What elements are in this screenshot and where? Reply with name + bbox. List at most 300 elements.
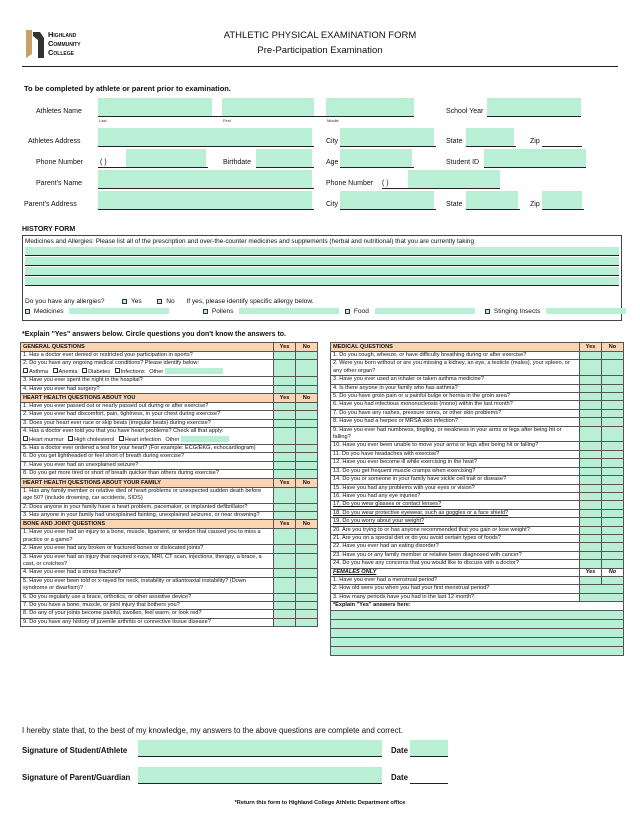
yes-box[interactable] xyxy=(274,593,296,601)
parent-phone-input[interactable] xyxy=(408,170,500,188)
table-row xyxy=(331,442,624,450)
anemia-checkbox[interactable] xyxy=(53,368,58,373)
question-text: 16. Have you had any eye injuries? xyxy=(331,492,580,500)
no-box[interactable] xyxy=(602,467,624,475)
phone-underline xyxy=(98,167,208,168)
yes-box[interactable] xyxy=(274,419,296,427)
explain-header-row xyxy=(331,602,624,610)
general-yes-header: Yes xyxy=(274,343,296,352)
yes-box[interactable] xyxy=(274,610,296,618)
no-box[interactable] xyxy=(602,352,624,360)
state-input[interactable] xyxy=(466,128,514,146)
table-row xyxy=(21,385,318,393)
phone-paren: ( ) xyxy=(100,159,107,166)
no-box[interactable] xyxy=(602,551,624,559)
question-text: 23. Have you or any family member or relative been diagnosed with cancer? xyxy=(331,551,580,559)
table-row xyxy=(331,509,624,517)
bone-no-header: No xyxy=(296,520,318,529)
question-text: 4. Have you ever had a stress fracture? xyxy=(21,569,274,577)
no-box[interactable] xyxy=(296,569,318,577)
table-row xyxy=(21,411,318,419)
question-text: 3. Does your heart ever race or skip beats (irregular beats) during exercise? xyxy=(21,419,274,427)
no-box[interactable] xyxy=(296,352,318,360)
table-row xyxy=(331,401,624,409)
question-text: 2. How old were you when you had your first menstrual period? xyxy=(331,585,580,593)
parent-signature-underline xyxy=(138,783,382,784)
allergy-no-checkbox[interactable] xyxy=(157,299,162,304)
parent-address-label: Parent's Address xyxy=(24,201,77,208)
no-box[interactable] xyxy=(602,543,624,551)
heart-title: HEART HEALTH QUESTIONS ABOUT YOU xyxy=(21,394,274,403)
yes-box[interactable] xyxy=(580,459,602,467)
student-signature-input[interactable] xyxy=(138,740,382,756)
parent-date-underline xyxy=(410,783,448,784)
table-row xyxy=(331,384,624,392)
age-label: Age xyxy=(326,159,339,166)
no-box[interactable] xyxy=(602,393,624,401)
no-box[interactable] xyxy=(602,409,624,417)
yes-box[interactable] xyxy=(580,376,602,384)
question-text: 3. Has anyone in your family had unexplained fainting, unexplained seizures, or near drowning? xyxy=(21,511,274,519)
yes-box[interactable] xyxy=(580,534,602,542)
allergy-yes-checkbox[interactable] xyxy=(122,299,127,304)
yes-box[interactable] xyxy=(274,453,296,461)
history-title: HISTORY FORM xyxy=(22,226,76,233)
question-text: 2. Have you ever had discomfort, pain, tightness, in your chest during exercise? xyxy=(21,411,274,419)
table-row xyxy=(21,360,318,377)
answer-box[interactable] xyxy=(580,593,624,601)
no-box[interactable] xyxy=(296,461,318,469)
females-title: FEMALES ONLY xyxy=(331,568,580,576)
table-row xyxy=(21,593,318,601)
other-condition-input[interactable] xyxy=(165,368,223,374)
parent-state-underline xyxy=(466,209,520,210)
yes-box[interactable] xyxy=(274,385,296,393)
question-text: 1. Have you ever had an injury to a bone, muscle, ligament, or tendon that caused you to miss a practice or a game? xyxy=(21,529,274,545)
condition-options xyxy=(23,368,271,376)
medicines-label: Medicines xyxy=(33,308,64,315)
anemia-label: Anemia xyxy=(58,368,78,375)
yes-box[interactable] xyxy=(580,409,602,417)
parent-zip-input[interactable] xyxy=(542,191,582,209)
yes-box[interactable] xyxy=(274,601,296,609)
food-checkbox[interactable] xyxy=(345,309,350,314)
explain-row xyxy=(331,637,624,646)
yes-box[interactable] xyxy=(580,492,602,500)
table-row xyxy=(21,461,318,469)
table-row xyxy=(21,428,318,445)
no-box[interactable] xyxy=(602,534,624,542)
question-text: 6. Have you had infectious mononucleosis (mono) within the last month? xyxy=(331,401,580,409)
state-underline xyxy=(466,146,516,147)
age-underline xyxy=(340,167,414,168)
allergy-pollens xyxy=(203,308,339,315)
heart-murmur-checkbox[interactable] xyxy=(23,436,28,441)
yes-box[interactable] xyxy=(274,428,296,445)
table-row xyxy=(21,545,318,553)
no-box[interactable] xyxy=(296,487,318,503)
question-text: 10. Have you ever been unable to move your arms or legs after being hit or falling? xyxy=(331,442,580,450)
no-box[interactable] xyxy=(602,376,624,384)
no-box[interactable] xyxy=(602,560,624,568)
age-input[interactable] xyxy=(340,149,412,167)
yes-box[interactable] xyxy=(274,445,296,453)
no-box[interactable] xyxy=(602,418,624,426)
no-box[interactable] xyxy=(602,450,624,458)
yes-box[interactable] xyxy=(274,569,296,577)
question-text: 9. Have you ever had numbness, tingling, or weakness in your arms or legs after being hit or falling? xyxy=(331,426,580,442)
question-text: 21. Are you on a special diet or do you avoid certain types of foods? xyxy=(331,534,580,542)
table-row xyxy=(21,470,318,478)
question-text: 8. Have you had a herpes or MRSA skin infection? xyxy=(331,418,580,426)
yes-box[interactable] xyxy=(580,543,602,551)
no-box[interactable] xyxy=(296,411,318,419)
medicines-line-1 xyxy=(25,255,619,256)
explain-input[interactable] xyxy=(331,619,624,628)
pollens-allergy-input[interactable] xyxy=(239,308,339,314)
yes-box[interactable] xyxy=(580,560,602,568)
no-box[interactable] xyxy=(602,401,624,409)
medicines-line-4 xyxy=(25,285,619,286)
explain-input[interactable] xyxy=(331,637,624,646)
females-no-header: No xyxy=(602,568,624,576)
question-text: 18. Do you wear protective eyewear, such as goggles or a face shield? xyxy=(331,509,580,517)
no-box[interactable] xyxy=(296,529,318,545)
middle-name-input[interactable] xyxy=(326,98,414,116)
yes-box[interactable] xyxy=(580,551,602,559)
no-box[interactable] xyxy=(296,577,318,593)
no-box[interactable] xyxy=(296,419,318,427)
diabetes-label: Diabetes xyxy=(88,368,111,375)
zip-label: Zip xyxy=(530,138,540,145)
yes-box[interactable] xyxy=(274,487,296,503)
last-caption: Last xyxy=(99,118,107,123)
high-cholesterol-checkbox[interactable] xyxy=(68,436,73,441)
no-box[interactable] xyxy=(296,377,318,385)
bone-yes-header: Yes xyxy=(274,520,296,529)
heart-no-header: No xyxy=(296,394,318,403)
yes-box[interactable] xyxy=(580,360,602,376)
table-row xyxy=(21,352,318,360)
heart-infection-checkbox[interactable] xyxy=(119,436,124,441)
question-text: 7. Have you ever had an unexplained seizure? xyxy=(21,461,274,469)
no-box[interactable] xyxy=(296,385,318,393)
heart-header-row xyxy=(21,394,318,403)
allergy-followup: If yes, please identify specific allergy below. xyxy=(186,298,314,305)
question-text: 3. Have you ever had an injury that required x-rays, MRI, CT scan, injections, therapy, a brace, a cast, or crutches? xyxy=(21,553,274,569)
yes-box[interactable] xyxy=(274,529,296,545)
table-row xyxy=(21,419,318,427)
yes-box[interactable] xyxy=(274,352,296,360)
medicines-line-3 xyxy=(25,275,619,276)
heart-infection-label: Heart infection xyxy=(124,436,161,443)
birthdate-underline xyxy=(256,167,314,168)
phone-input[interactable] xyxy=(126,149,206,167)
city-underline xyxy=(340,146,436,147)
explain-input[interactable] xyxy=(331,646,624,655)
high-cholesterol-label: High cholesterol xyxy=(74,436,115,443)
athlete-address-label: Athletes Address xyxy=(28,138,81,145)
yes-box[interactable] xyxy=(274,461,296,469)
yes-box[interactable] xyxy=(580,418,602,426)
last-name-input[interactable] xyxy=(98,98,212,116)
school-year-input[interactable] xyxy=(487,98,581,116)
yes-box[interactable] xyxy=(274,545,296,553)
parent-signature-input[interactable] xyxy=(138,767,382,783)
yes-box[interactable] xyxy=(274,511,296,519)
parent-name-input[interactable] xyxy=(98,170,312,188)
explain-input[interactable] xyxy=(331,610,624,619)
college-logo xyxy=(24,28,134,62)
no-box[interactable] xyxy=(296,545,318,553)
student-signature-underline xyxy=(138,756,382,757)
parent-name-underline xyxy=(98,188,314,189)
no-box[interactable] xyxy=(296,470,318,478)
yes-box[interactable] xyxy=(580,526,602,534)
parent-zip-label: Zip xyxy=(530,201,540,208)
allergy-food xyxy=(345,308,475,315)
no-box[interactable] xyxy=(296,610,318,618)
medicines-input-4[interactable] xyxy=(25,277,619,285)
medicines-input-2[interactable] xyxy=(25,257,619,265)
yes-box[interactable] xyxy=(580,450,602,458)
females-yes-header: Yes xyxy=(580,568,602,576)
table-row xyxy=(331,484,624,492)
table-row xyxy=(331,518,624,526)
no-box[interactable] xyxy=(296,553,318,569)
yes-box[interactable] xyxy=(580,426,602,442)
student-id-underline xyxy=(484,167,586,168)
parent-address-underline xyxy=(98,209,314,210)
parent-zip-underline xyxy=(542,209,584,210)
general-header-row xyxy=(21,343,318,352)
table-row xyxy=(331,467,624,475)
no-box[interactable] xyxy=(602,492,624,500)
no-box[interactable] xyxy=(296,428,318,445)
athlete-name-label: Athletes Name xyxy=(36,108,82,115)
food-allergy-input[interactable] xyxy=(375,308,475,314)
bone-header-row xyxy=(21,520,318,529)
infections-label: Infections xyxy=(120,368,145,375)
yes-box[interactable] xyxy=(274,377,296,385)
no-box[interactable] xyxy=(602,484,624,492)
heart-murmur-label: Heart murmur xyxy=(29,436,64,443)
no-box[interactable] xyxy=(602,576,624,584)
question-text: 14. Do you or someone in your family have sickle cell trait or disease? xyxy=(331,476,580,484)
first-name-input[interactable] xyxy=(222,98,314,116)
parent-city-input[interactable] xyxy=(340,191,434,209)
logo-line-3: College xyxy=(48,48,74,57)
medicines-input-3[interactable] xyxy=(25,267,619,275)
no-box[interactable] xyxy=(602,384,624,392)
student-date-input[interactable] xyxy=(410,740,448,756)
medicines-checkbox[interactable] xyxy=(25,309,30,314)
pollens-checkbox[interactable] xyxy=(203,309,208,314)
question-text: 1. Has any family member or relative died of heart problems or unexpected sudden death before age 50? (include drowning, car accidents, SIDS) xyxy=(21,487,274,503)
table-row xyxy=(21,453,318,461)
question-text: 5. Has a doctor ever ordered a test for your heart? (For example: ECG/EKG, echocardiogram) xyxy=(21,445,274,453)
attestation-statement: I hereby state that, to the best of my knowledge, my answers to the above questions are complete and correct. xyxy=(22,726,403,735)
no-box[interactable] xyxy=(602,459,624,467)
yes-box[interactable] xyxy=(274,403,296,411)
yes-box[interactable] xyxy=(274,618,296,626)
parent-name-label: Parent's Name xyxy=(36,180,83,187)
parent-state-input[interactable] xyxy=(466,191,518,209)
question-text: 7. Do you have any rashes, pressure sores, or other skin problems? xyxy=(331,409,580,417)
yes-box[interactable] xyxy=(274,411,296,419)
no-box[interactable] xyxy=(602,442,624,450)
no-box[interactable] xyxy=(602,501,624,509)
table-row xyxy=(331,352,624,360)
yes-box[interactable] xyxy=(274,503,296,511)
question-text: 2. Does anyone in your family have a heart problem, pacemaker, or implanted defibrillator? xyxy=(21,503,274,511)
yes-box[interactable] xyxy=(580,401,602,409)
header-rule xyxy=(22,66,618,67)
yes-box[interactable] xyxy=(274,553,296,569)
no-box[interactable] xyxy=(602,518,624,526)
answer-box[interactable] xyxy=(580,585,624,593)
parent-phone-label: Phone Number xyxy=(326,180,374,187)
yes-box[interactable] xyxy=(274,577,296,593)
yes-box[interactable] xyxy=(580,384,602,392)
parent-date-label: Date xyxy=(391,773,408,782)
form-subtitle: Pre-Participation Examination xyxy=(257,45,383,56)
yes-box[interactable] xyxy=(580,518,602,526)
no-box[interactable] xyxy=(296,618,318,626)
student-id-label: Student ID xyxy=(446,159,480,166)
yes-box[interactable] xyxy=(580,467,602,475)
allergy-insects xyxy=(485,308,626,315)
question-text: 11. Do you have headaches with exercise? xyxy=(331,450,580,458)
table-row xyxy=(331,501,624,509)
table-row xyxy=(331,450,624,458)
question-text: 1. Have you ever passed out or nearly passed out during or after exercise? xyxy=(21,403,274,411)
no-box[interactable] xyxy=(296,453,318,461)
middle-caption: Middle xyxy=(327,118,339,123)
no-box[interactable] xyxy=(296,403,318,411)
question-text: 5. Do you have groin pain or a painful bulge or hernia in the groin area? xyxy=(331,393,580,401)
question-text: 5. Have you ever been told or x-rayed for neck, instability or atlantoaxial instability? (Down syndrome or dwarfism)? xyxy=(21,577,274,593)
yes-box[interactable] xyxy=(274,470,296,478)
parent-phone-paren: ( ) xyxy=(382,180,389,187)
no-box[interactable] xyxy=(602,509,624,517)
student-id-input[interactable] xyxy=(484,149,586,167)
table-row xyxy=(21,618,318,626)
asthma-checkbox[interactable] xyxy=(23,368,28,373)
question-text: 22. Have you ever had an eating disorder? xyxy=(331,543,580,551)
yes-box[interactable] xyxy=(580,476,602,484)
allergy-medicines xyxy=(25,308,169,315)
insects-allergy-input[interactable] xyxy=(546,308,626,314)
medicines-instructions: Medicines and Allergies: Please list all of the prescription and over-the-counter medicines and supplements (herbal and nutritional) that you are currently taking xyxy=(25,238,475,245)
allergy-row xyxy=(25,298,314,305)
question-text: 2. Were you born without or are you missing a kidney, an eye, a testicle (males), your spleen, or any other organ? xyxy=(331,360,580,376)
medicines-input-1[interactable] xyxy=(25,247,619,255)
no-box[interactable] xyxy=(296,360,318,377)
question-text: 6. Do you regularly use a brace, orthotics, or other assistive device? xyxy=(21,593,274,601)
table-row xyxy=(331,426,624,442)
question-text: 17. Do you wear glasses or contact lenses? xyxy=(331,501,580,509)
table-row xyxy=(331,534,624,542)
allergy-no-label: No xyxy=(166,298,175,305)
yes-box[interactable] xyxy=(580,393,602,401)
athlete-address-input[interactable] xyxy=(98,128,312,146)
no-box[interactable] xyxy=(602,526,624,534)
medical-no-header: No xyxy=(602,343,624,352)
no-box[interactable] xyxy=(296,601,318,609)
question-text: 8. Do you get more tired or short of breath quicker than others during exercise? xyxy=(21,470,274,478)
yes-box[interactable] xyxy=(580,484,602,492)
table-row xyxy=(21,610,318,618)
no-box[interactable] xyxy=(602,476,624,484)
table-row xyxy=(331,543,624,551)
birthdate-input[interactable] xyxy=(256,149,312,167)
pollens-label: Pollens xyxy=(211,308,234,315)
no-box[interactable] xyxy=(296,511,318,519)
table-row xyxy=(21,569,318,577)
yes-box[interactable] xyxy=(580,352,602,360)
explain-input[interactable] xyxy=(331,628,624,637)
yes-box[interactable] xyxy=(580,442,602,450)
medicines-allergy-input[interactable] xyxy=(69,308,169,314)
other-label: Other xyxy=(149,368,164,375)
yes-box[interactable] xyxy=(274,360,296,377)
question-text: 2. Have you ever had any broken or fractured bones or dislocated joints? xyxy=(21,545,274,553)
table-row xyxy=(21,601,318,609)
parent-address-input[interactable] xyxy=(98,191,312,209)
table-row xyxy=(331,459,624,467)
no-box[interactable] xyxy=(602,360,624,376)
insects-checkbox[interactable] xyxy=(485,309,490,314)
allergy-yes-label: Yes xyxy=(130,298,142,305)
explain-row xyxy=(331,610,624,619)
question-text: 12. Have you ever become ill while exercising in the heat? xyxy=(331,459,580,467)
table-row xyxy=(331,576,624,584)
student-date-underline xyxy=(410,756,448,757)
student-signature-label: Signature of Student/Athlete xyxy=(22,746,128,755)
table-row xyxy=(21,553,318,569)
no-box[interactable] xyxy=(296,445,318,453)
right-question-table xyxy=(330,342,624,656)
bone-title: BONE AND JOINT QUESTIONS xyxy=(21,520,274,529)
asthma-label: Asthma xyxy=(29,368,48,375)
athlete-address-underline xyxy=(98,146,314,147)
heart-other-input[interactable] xyxy=(181,436,229,442)
table-row xyxy=(331,593,624,601)
yes-box[interactable] xyxy=(580,501,602,509)
infections-checkbox[interactable] xyxy=(115,368,120,373)
logo-line-1: Highland xyxy=(48,30,77,39)
diabetes-checkbox[interactable] xyxy=(82,368,87,373)
question-text: 20. Are you trying to or has anyone recommended that you gain or lose weight? xyxy=(331,526,580,534)
no-box[interactable] xyxy=(602,426,624,442)
table-row xyxy=(21,487,318,503)
question-text: 19. Do you worry about your weight? xyxy=(331,518,580,526)
history-box xyxy=(22,235,622,321)
yes-box[interactable] xyxy=(580,509,602,517)
city-input[interactable] xyxy=(340,128,434,146)
table-row xyxy=(331,560,624,568)
parent-city-label: City xyxy=(326,201,339,208)
medical-title: MEDICAL QUESTIONS xyxy=(331,343,580,352)
no-box[interactable] xyxy=(296,593,318,601)
no-box[interactable] xyxy=(296,503,318,511)
family-yes-header: Yes xyxy=(274,478,296,487)
yes-box[interactable] xyxy=(580,576,602,584)
logo-line-2: Community xyxy=(48,39,81,48)
table-row xyxy=(331,551,624,559)
table-row xyxy=(331,492,624,500)
